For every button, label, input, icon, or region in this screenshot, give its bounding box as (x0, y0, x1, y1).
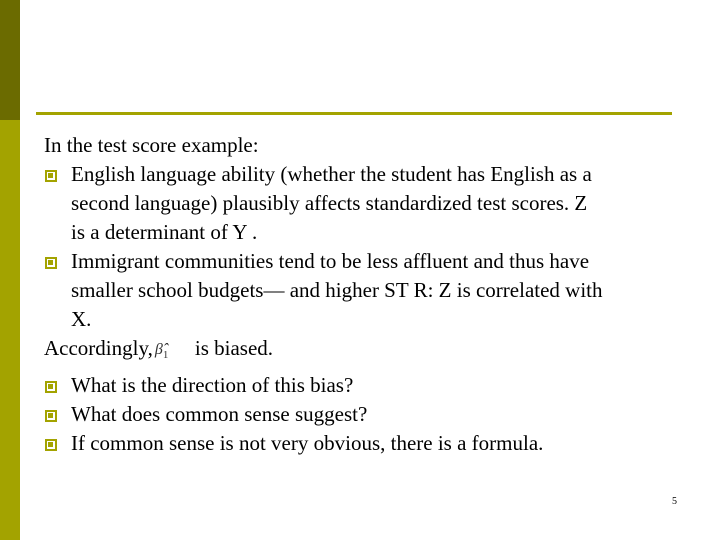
accordingly-suffix: is biased. (194, 336, 274, 360)
bullet-text-continued: smaller school budgets— and higher ST R: Z is correlated with (71, 278, 603, 302)
bullet-text: If common sense is not very obvious, there is a formula. (71, 431, 544, 456)
square-bullet-icon (45, 381, 57, 393)
bullet-text-continued: X. (71, 307, 92, 331)
beta-hat-symbol (153, 335, 195, 370)
beta-hat-glyph: β̂ (154, 341, 163, 358)
square-bullet-icon (45, 439, 57, 451)
slide-content (44, 131, 694, 458)
accordingly-prefix: Accordingly, (44, 336, 153, 360)
beta-subscript: 1 (162, 349, 169, 362)
bullet-text: English language ability (whether the student has English as a (71, 162, 592, 186)
side-accent-bar-top (0, 0, 20, 120)
bullet-item-english-ability (44, 160, 694, 189)
square-bullet-icon (45, 170, 57, 182)
bullet-item-direction (44, 371, 694, 400)
bullet-text: What does common sense suggest? (71, 402, 368, 427)
bullet-item-immigrant-communities (44, 247, 694, 276)
intro-text: In the test score example: (44, 133, 259, 157)
bullet-text: Immigrant communities tend to be less affluent and thus have (71, 249, 590, 273)
title-divider (36, 112, 672, 115)
bullet-item-common-sense (44, 400, 694, 429)
side-accent-bar-bottom (0, 120, 20, 540)
square-bullet-icon (45, 257, 57, 269)
accordingly-line (44, 334, 694, 371)
page-number: 5 (672, 496, 677, 507)
bullet-text-continued: is a determinant of Y . (71, 220, 258, 244)
bullet-text: What is the direction of this bias? (71, 373, 354, 398)
bullet-item-formula (44, 429, 694, 458)
square-bullet-icon (45, 410, 57, 422)
bullet-text-continued: second language) plausibly affects standardized test scores. Z (71, 191, 588, 215)
